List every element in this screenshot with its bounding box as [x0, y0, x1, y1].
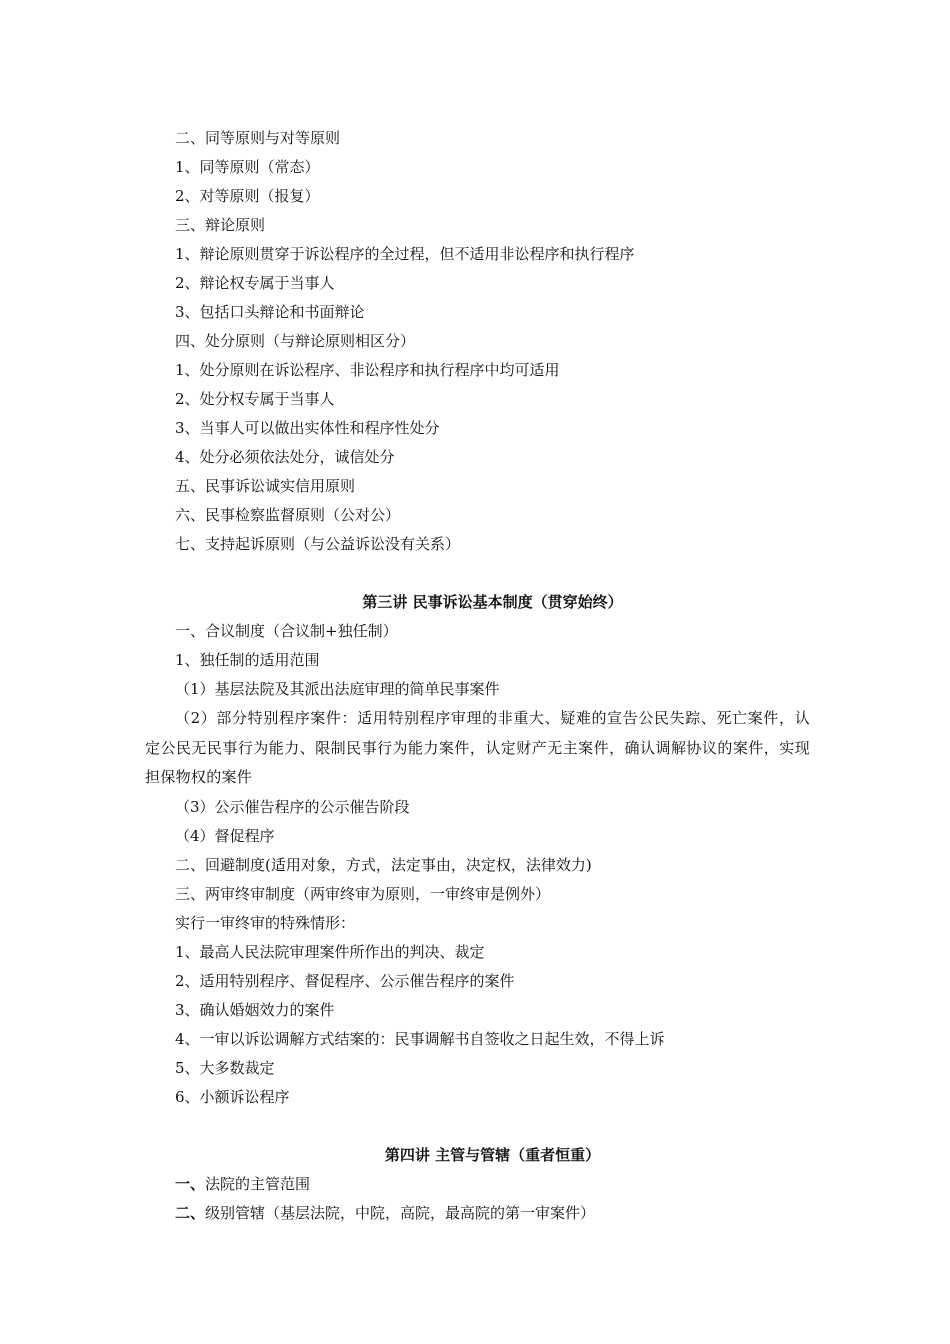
text-line: （1）基层法院及其派出法庭审理的简单民事案件: [175, 680, 500, 698]
text-line: （3）公示催告程序的公示催告阶段: [175, 797, 410, 816]
list-text: 法院的主管范围: [205, 1174, 311, 1193]
text-line: 6、小额诉讼程序: [175, 1087, 290, 1106]
text-line: 3、确认婚姻效力的案件: [175, 1000, 335, 1019]
text-line: 4、处分必须依法处分，诚信处分: [175, 448, 395, 466]
text-line: 2、处分权专属于当事人: [175, 390, 335, 408]
text-line: 1、独任制的适用范围: [175, 651, 320, 669]
spacer: [145, 559, 810, 588]
text-line: [145, 1199, 810, 1228]
text-line: 1、辩论原则贯穿于诉讼程序的全过程，但不适用非讼程序和执行程序: [175, 245, 635, 263]
section-lecture-3: [145, 588, 810, 1112]
section-heading: 第四讲 主管与管辖（重者恒重）: [384, 1145, 601, 1164]
text-line: 三、两审终审制度（两审终审为原则，一审终审是例外）: [175, 884, 551, 903]
text-line: 二、回避制度(适用对象，方式，法定事由，决定权，法律效力): [175, 855, 592, 874]
text-line: 二、同等原则与对等原则: [175, 129, 341, 147]
document-body: [145, 124, 810, 1228]
list-number: 一、: [175, 1174, 206, 1193]
list-number: 二、: [175, 1203, 206, 1222]
list-text: 级别管辖（基层法院，中院，高院，最高院的第一审案件）: [205, 1203, 596, 1222]
text-line: 5、大多数裁定: [175, 1058, 275, 1077]
text-line: 2、辩论权专属于当事人: [175, 274, 335, 292]
text-line: 1、处分原则在诉讼程序、非讼程序和执行程序中均可适用: [175, 361, 560, 379]
text-line: 2、适用特别程序、督促程序、公示催告程序的案件: [175, 971, 515, 990]
text-paragraph: （2）部分特别程序案件：适用特别程序审理的非重大、疑难的宣告公民失踪、死亡案件，认定公民无民事行为能力、限制民事行为能力案件，认定财产无主案件，确认调解协议的案件，实现担保物权的案件: [145, 709, 810, 786]
text-line: 实行一审终审的特殊情形：: [175, 913, 356, 932]
text-line: 4、一审以诉讼调解方式结案的：民事调解书自签收之日起生效，不得上诉: [175, 1029, 665, 1048]
text-line: 五、民事诉讼诚实信用原则: [175, 477, 356, 495]
text-line: 四、处分原则（与辩论原则相区分）: [175, 332, 416, 350]
text-line: 2、对等原则（报复）: [175, 187, 320, 205]
text-line: 一、合议制度（合议制+独任制）: [175, 622, 398, 640]
text-line: 三、辩论原则: [175, 216, 266, 234]
text-line: 1、最高人民法院审理案件所作出的判决、裁定: [175, 942, 485, 961]
text-line: 1、同等原则（常态）: [175, 158, 320, 176]
text-line: 3、包括口头辩论和书面辩论: [175, 303, 365, 321]
text-line: （4）督促程序: [175, 826, 275, 845]
text-line: 六、民事检察监督原则（公对公）: [175, 506, 401, 524]
text-line: 3、当事人可以做出实体性和程序性处分: [175, 419, 440, 437]
section-heading: 第三讲 民事诉讼基本制度（贯穿始终）: [362, 593, 623, 611]
section-principles: [145, 124, 810, 559]
section-lecture-4: [145, 1141, 810, 1228]
text-line: [145, 1170, 810, 1199]
text-line: 七、支持起诉原则（与公益诉讼没有关系）: [175, 535, 461, 553]
spacer: [145, 1112, 810, 1141]
